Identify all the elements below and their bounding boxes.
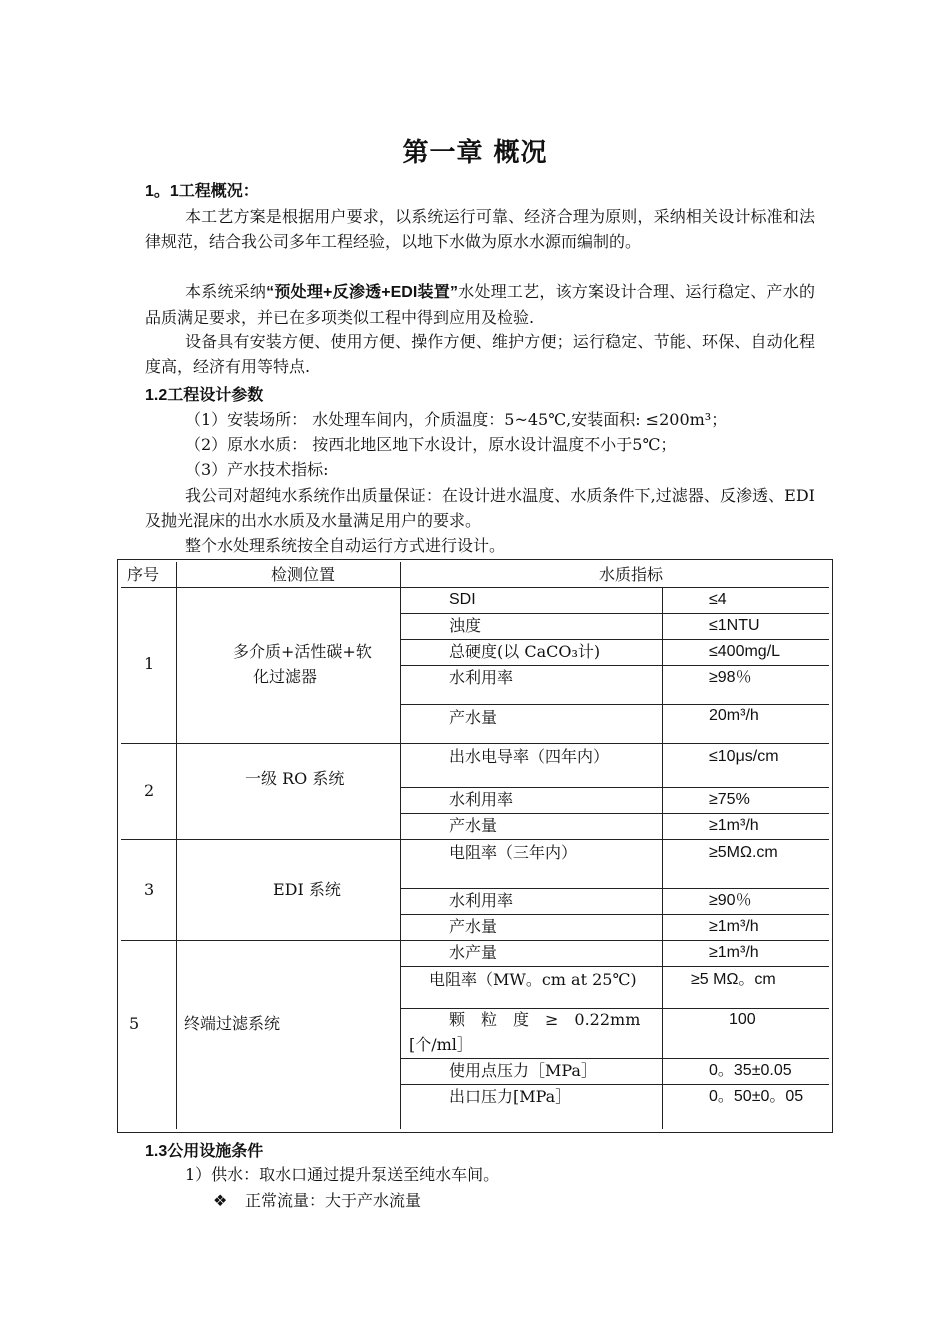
index-value: 0。35±0.05 xyxy=(709,1062,792,1079)
paragraph-auto-operation: 整个水处理系统按全自动运行方式进行设计。 xyxy=(185,536,506,555)
index-name: 水利用率 xyxy=(449,668,514,687)
index-value: ≤1NTU xyxy=(709,617,760,634)
section-heading-1-2: 1.2工程设计参数 xyxy=(145,387,264,404)
paragraph-features: 设备具有安装方便、使用方便、操作方便、维护方便；运行稳定、节能、环保、自动化程度高，经济有用等特点. xyxy=(145,332,815,376)
utility-normal-flow: 正常流量：大于产水流量 xyxy=(245,1191,422,1210)
index-value: ≤10μs/cm xyxy=(709,748,779,765)
index-value: ≥75% xyxy=(709,791,750,808)
index-value: ≥5MΩ.cm xyxy=(709,844,778,861)
param-product-spec: （3）产水技术指标: xyxy=(185,460,329,479)
page-title: 第一章 概况 xyxy=(402,138,548,168)
location-pretreatment-a: 多介质+活性碳+软 xyxy=(233,642,372,661)
index-name: 水利用率 xyxy=(449,891,514,910)
process-name: “预处理+反渗透+EDI装置” xyxy=(266,284,458,301)
header-no: 序号 xyxy=(127,565,160,584)
location-pretreatment-b: 化过滤器 xyxy=(253,667,318,686)
paragraph-quality-guarantee: 我公司对超纯水系统作出质量保证：在设计进水温度、水质条件下,过滤器、反渗透、EDI及抛光混床的出水水质及水量满足用户的要求。 xyxy=(145,486,815,530)
index-value: ≥1m³/h xyxy=(709,918,759,935)
index-name: 使用点压力［MPa］ xyxy=(449,1061,597,1080)
paragraph-overview: 本工艺方案是根据用户要求，以系统运行可靠、经济合理为原则，采纳相关设计标准和法律规范，结合我公司多年工程经验，以地下水做为原水水源而编制的。 xyxy=(145,207,815,251)
water-quality-table xyxy=(117,559,833,1133)
row-no-1: 1 xyxy=(144,654,155,673)
index-value: ≥1m³/h xyxy=(709,817,759,834)
section-heading-1-1: 1。1工程概况： xyxy=(145,183,259,200)
index-name: 产水量 xyxy=(449,708,498,727)
section-heading-1-3: 1.3公用设施条件 xyxy=(145,1143,264,1160)
index-name: 水利用率 xyxy=(449,790,514,809)
index-name: SDI xyxy=(449,591,476,608)
process-intro: 本系统采纳 xyxy=(185,282,267,301)
index-name: 浊度 xyxy=(449,616,482,635)
index-value: ≥1m³/h xyxy=(709,944,759,961)
index-name: 水产量 xyxy=(449,943,498,962)
index-name-particle-a: 颗 粒 度 ≥ 0.22mm xyxy=(449,1010,641,1029)
location-terminal-filter: 终端过滤系统 xyxy=(184,1014,281,1033)
index-value: ≤400mg/L xyxy=(709,643,781,660)
index-value: ≤4 xyxy=(709,591,727,608)
index-name: 出口压力[MPa］ xyxy=(449,1087,572,1106)
index-name: 出水电导率（四年内） xyxy=(449,747,610,766)
index-name: 电阻率（三年内） xyxy=(449,843,578,862)
row-no-2: 2 xyxy=(144,781,155,800)
paragraph-process xyxy=(145,279,815,330)
index-name: 总硬度(以 CaCO₃计) xyxy=(449,642,601,661)
row-no-5: 5 xyxy=(129,1014,140,1033)
location-ro: 一级 RO 系统 xyxy=(245,769,345,788)
index-name: 产水量 xyxy=(449,917,498,936)
index-value: ≥98％ xyxy=(709,669,752,686)
index-value: ≥5 MΩ。cm xyxy=(691,971,776,988)
index-name: 电阻率（MW。cm at 25℃) xyxy=(429,970,637,989)
row-no-3: 3 xyxy=(144,880,155,899)
index-value: 20m³/h xyxy=(709,707,759,724)
index-value: 0。50±0。05 xyxy=(709,1088,804,1105)
index-value: ≥90％ xyxy=(709,892,752,909)
utility-water-supply: 1）供水：取水口通过提升泵送至纯水车间。 xyxy=(185,1165,500,1184)
index-name-particle-b: [个/ml］ xyxy=(409,1035,473,1054)
location-edi: EDI 系统 xyxy=(273,880,341,899)
param-raw-water: （2）原水水质： 按西北地区地下水设计，原水设计温度不小于5℃； xyxy=(185,435,677,454)
index-value: 100 xyxy=(729,1011,756,1028)
diamond-bullet-icon: ❖ xyxy=(213,1191,228,1210)
header-quality-index: 水质指标 xyxy=(599,565,664,584)
process-description: 水处理工艺，该方案设计合理、运行稳定、产水的品质满足要求，并已在多项类似工程中得到应用及检验. xyxy=(145,282,815,327)
index-name: 产水量 xyxy=(449,816,498,835)
header-location: 检测位置 xyxy=(271,565,336,584)
param-install-site: （1）安装场所： 水处理车间内，介质温度：5~45℃,安装面积: ≤200m³； xyxy=(185,410,728,429)
